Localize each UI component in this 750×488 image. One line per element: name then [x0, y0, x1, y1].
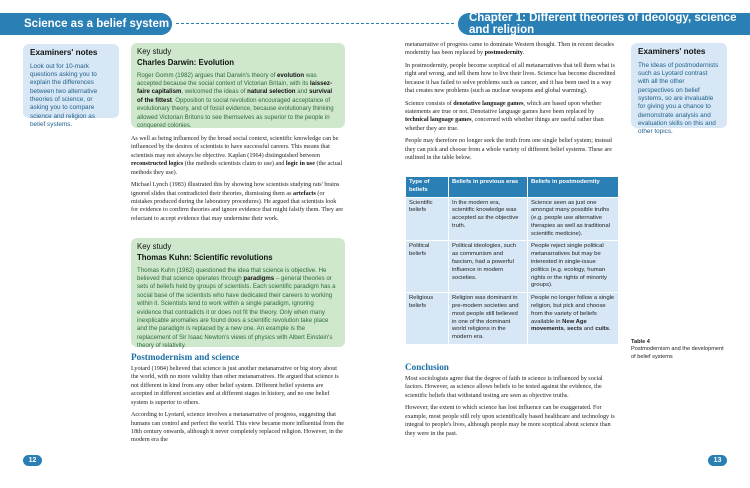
table-cell: In the modern era, scientific knowledge was accepted as the objective truth. — [449, 197, 528, 241]
left-running-header — [0, 13, 172, 35]
paragraph: In postmodernity, people become sceptical of all metanarratives that tell them what is right and wrong, and tell them how to live their lives. Science has become discredited because it has failed to solve problems such as cancer, and it has been used in a way that creates new problems (such as nuclear weapons and global warming). — [405, 62, 616, 95]
key-study-text: Roger Gomm (1982) argues that Darwin's theory of evolution was accepted because the social context of Victorian Britain, with its laissez-faire capitalism, welcomed the ideas of natural selection and survival of the fittest. Opposition to social revolution encouraged acceptance of evolutionary theory, and of fossil evidence, because evolutionary thinking allowed Victorian Britons to see themselves as superior to the people in conquered colonies. — [137, 71, 334, 129]
examiner-note-text: Look out for 10-mark questions asking you to explain the differences between two alternative theories of science, or asking you to compare science and religion as belief systems. — [30, 62, 98, 128]
conclusion-text — [405, 375, 619, 442]
paragraph: However, the extent to which science has lost influence can be exaggerated. For example, most people still rely upon scientifically based healthcare and technology is integral to people's lives, although people may be more sceptical about science than they were in the past. — [405, 405, 615, 437]
column-header: Beliefs in postmodernity — [528, 177, 619, 198]
paragraph: People may therefore no longer seek the truth from one single belief system; instead they can pick and choose from a whole variety of different belief systems. These are outlined in the table below. — [405, 138, 612, 162]
page-number-right: 13 — [708, 455, 727, 466]
key-study-text: Thomas Kuhn (1962) questioned the idea that science is objective. He believed that science operates through paradigms – general theories or sets of beliefs held by groups of scientists. Each scientific paradigm has a social base of the scientists who have dedicated their careers to working within it. Scientists tend to work within a single paradigm, ignoring evidence that contradicts it or does not fit the theory. Only when many inexplicable anomalies are found does a scientific revolution take place and the paradigm is replaced by a new one. An example is the replacement of Sir Isaac Newton's views of physics with Albert Einstein's theory of relativity. — [137, 266, 336, 350]
key-study-title: Charles Darwin: Evolution — [137, 57, 235, 67]
key-study-title: Thomas Kuhn: Scientific revolutions — [137, 252, 273, 262]
key-study-kuhn — [131, 238, 345, 350]
examiner-note-text: The ideas of postmodernists such as Lyotard contrast with all the other perspectives on belief systems, so are invaluable for giving you a chance to demonstrate analysis and evaluation skills on this and other topics. — [638, 61, 719, 136]
key-study-label: Key study — [137, 242, 172, 251]
paragraph: Science consists of denotative language games, which are based upon whether statements are true or not. Denotative language games have been replaced by technical language games, concerned with whether things are useful rather than whether they are true. — [405, 100, 604, 132]
table-row — [406, 293, 619, 345]
column-header: Type of beliefs — [406, 177, 449, 198]
table-header-row — [406, 177, 619, 198]
key-study-darwin — [131, 43, 345, 128]
paragraph: According to Lyotard, science involves a metanarrative of progress, suggesting that humans can control and perfect the world. This view became more influential from the 18th century onwards, although it never completely replaced religion. However, in the modern era the — [131, 412, 345, 444]
examiner-note-title: Examiners' notes — [638, 47, 706, 56]
beliefs-table — [405, 176, 619, 345]
section-heading-postmodernism: Postmodernism and science — [131, 352, 240, 362]
examiner-note-right — [631, 43, 727, 136]
paragraph: As well as being influenced by the broad social context, scientific knowledge can be influenced by the desires of scientists to have successful careers. This means that scientists may not always be objective. Kaplan (1964) distinguished between reconstructed logics (the methods scientists claim to use) and logic in use (the actual methods they use). — [131, 136, 343, 176]
table-cell: Scientific beliefs — [406, 197, 449, 241]
section-heading-conclusion: Conclusion — [405, 362, 449, 372]
table-cell: People reject single political metanarratives but may be interested in single-issue politics (e.g. ecology, human rights or the rights of minority groups). — [528, 241, 619, 293]
left-body-text — [131, 135, 345, 227]
paragraph: metanarrative of progress came to dominate Western thought. Then in recent decades modernity has been replaced by postmodernity. — [405, 42, 615, 57]
table-caption — [631, 339, 727, 361]
right-running-header — [458, 13, 750, 35]
column-header: Beliefs in previous eras — [449, 177, 528, 198]
header-divider — [176, 23, 454, 24]
paragraph: Lyotard (1984) believed that science is just another metanarrative or big story about the world, with no more validity than other metanarratives. He argued that science is not different in kind from any other belief system. Different belief systems are accepted in different societies and at different stages in history, and no one belief system is superior to others. — [131, 366, 339, 406]
table-caption-number: Table 4 — [631, 339, 650, 345]
left-header-title: Science as a belief system — [24, 18, 170, 30]
table-cell: People no longer follow a single religion, but pick and choose from the variety of beliefs available in New Age movements, sects and cults. — [528, 293, 619, 345]
table-row — [406, 241, 619, 293]
table-cell: Science seen as just one amongst many possible truths (e.g. people use alternative therapies as well as traditional scientific medicine). — [528, 197, 619, 241]
postmodernism-text — [131, 365, 345, 449]
examiner-note-title: Examiners' notes — [30, 48, 98, 57]
paragraph: Most sociologists agree that the degree of faith in science is influenced by social factors. However, as science allows beliefs to be tested against the evidence, the scientific beliefs that withstand testing are seen as objective truths. — [405, 376, 603, 399]
table-cell: Religious beliefs — [406, 293, 449, 345]
table-cell: Religion was dominant in pre-modern societies and most people still believed in one of the dominant world religions in the modern era. — [449, 293, 528, 345]
right-body-text — [405, 41, 619, 166]
right-header-title: Chapter 1: Different theories of ideology, science and religion — [469, 12, 737, 36]
key-study-label: Key study — [137, 47, 172, 56]
table-caption-text: Postmodernism and the development of belief systems — [631, 346, 724, 360]
paragraph: Michael Lynch (1983) illustrated this by showing how scientists studying rats' brains ignored slides that contradicted their theories, dismissing them as artefacts (or mistakes produced during the laboratory procedures). He argued that scientists look for evidence to confirm theories and ignore evidence that might falsify them. They are reluctant to accept evidence that may undermine their work. — [131, 182, 344, 222]
table-cell: Political beliefs — [406, 241, 449, 293]
examiner-note-left — [23, 44, 119, 128]
table-row — [406, 197, 619, 241]
page-number-left: 12 — [23, 455, 42, 466]
table-cell: Political ideologies, such as communism and fascism, had a powerful influence in modern societies. — [449, 241, 528, 293]
